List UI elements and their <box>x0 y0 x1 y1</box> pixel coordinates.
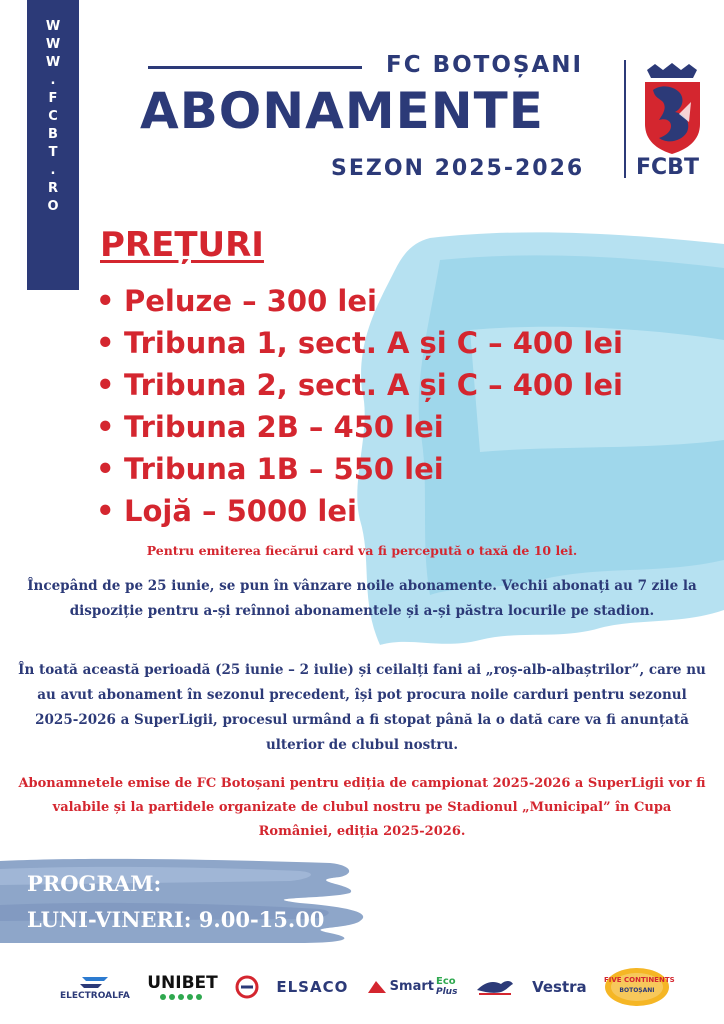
price-item: • Lojă – 5000 lei <box>96 490 623 532</box>
card-fee-note: Pentru emiterea fiecărui card va fi percepută o taxă de 10 lei. <box>146 543 578 558</box>
club-name: FC BOTOȘANI <box>386 52 584 78</box>
website-url-char: R <box>47 181 58 196</box>
sponsor-emblem-icon <box>235 975 259 999</box>
website-url-char: W <box>45 19 61 34</box>
season-label: SEZON 2025-2026 <box>331 156 585 181</box>
horse-logo-icon <box>475 976 515 998</box>
page-title: ABONAMENTE <box>140 82 544 140</box>
website-url-char: W <box>45 55 61 70</box>
sponsor-name: Eco <box>435 975 456 987</box>
sale-start-paragraph: Începând de pe 25 iunie, se pun în vânzare noile abonamente. Vechii abonați au 7 zile la dispoziție pentru a-și reînnoi abonamentele și a-și păstra locurile pe stadion. <box>27 578 697 619</box>
sponsor-name: BOTOȘANI <box>619 986 655 994</box>
program-label: PROGRAM: <box>27 871 162 896</box>
price-item: • Tribuna 2, sect. A și C – 400 lei <box>96 364 623 406</box>
sponsor-unibet <box>147 973 218 1001</box>
program-hours: LUNI-VINERI: 9.00-15.00 <box>27 907 325 932</box>
prices-heading: PREȚURI <box>100 225 264 265</box>
validity-paragraph: Abonamnetele emise de FC Botoșani pentru ediția de campionat 2025-2026 a SuperLigii vor fi valabile și la partidele organizate de clubul nostru pe Stadionul „Municipal” în Cupa României, ediția 2025-2026. <box>18 776 706 839</box>
price-item: • Peluze – 300 lei <box>96 280 623 322</box>
website-url-char: W <box>45 37 61 52</box>
electroalfa-logo-icon <box>78 973 112 991</box>
price-item: • Tribuna 1B – 550 lei <box>96 448 623 490</box>
sponsor-vestra: Vestra <box>532 977 587 996</box>
website-url-char: F <box>48 91 58 106</box>
website-url-char: C <box>48 109 58 124</box>
website-url-char: O <box>47 199 59 214</box>
logo-divider <box>624 60 626 178</box>
smart-eco-logo-icon <box>366 977 388 997</box>
sponsor-name: UNIBET <box>147 972 218 993</box>
sponsor-strip <box>60 964 675 1009</box>
price-item: • Tribuna 2B – 450 lei <box>96 406 623 448</box>
price-item: • Tribuna 1, sect. A și C – 400 lei <box>96 322 623 364</box>
website-url-char: B <box>48 127 58 142</box>
sponsor-elsaco: ELSACO <box>276 977 349 996</box>
sponsor-name: Smart <box>389 979 434 994</box>
sponsor-name: ELECTROALFA <box>60 990 130 1001</box>
unibet-dots-icon <box>159 993 205 1001</box>
website-url-char: T <box>48 145 58 160</box>
sponsor-smart-eco-plus <box>366 977 458 997</box>
header-rule <box>148 66 362 69</box>
sponsor-name: FIVE CONTINENTS <box>603 975 675 984</box>
sponsor-five-continents <box>603 967 675 1007</box>
sponsor-name: Plus <box>435 986 458 997</box>
all-fans-paragraph: În toată această perioadă (25 iunie – 2 iulie) și ceilalți fani ai „roș-alb-albaștrilor”, care nu au avut abonament în sezonul precedent, își pot procura noile carduri pentru sezonul 2025-2026 a SuperLigii, procesul urmând a fi stopat până la o dată care va fi anunțată ulterior de clubul nostru. <box>18 662 706 753</box>
sponsor-electroalfa <box>60 973 130 1001</box>
website-url-char: . <box>50 73 56 88</box>
website-url[interactable] <box>27 18 79 216</box>
club-logo-text: FCBT <box>636 155 699 180</box>
price-list <box>96 280 623 532</box>
website-url-char: . <box>50 163 56 178</box>
